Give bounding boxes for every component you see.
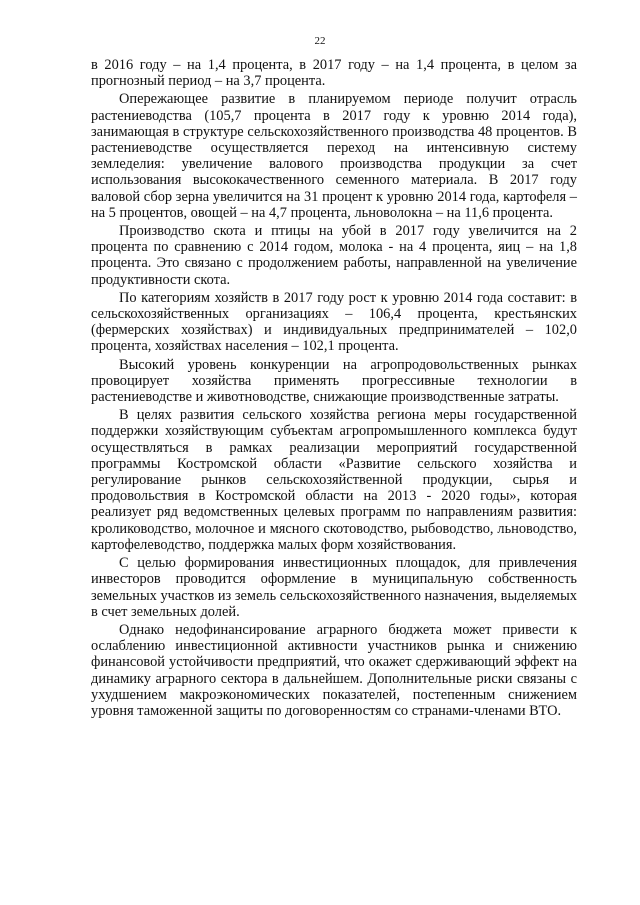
paragraph: В целях развития сельского хозяйства региона меры государственной поддержки хозяйствующим субъектам агропромышленного комплекса будут осуществляться в рамках реализации мероприятий государственной программы Костромской области «Развитие сельского хозяйства и регулирование рынков сельскохозяйственной продукции, сырья и продовольствия в Костромской области на 2013 - 2020 годы», которая реализует ряд ведомственных целевых программ по направлениям развития: кролиководство, молочное и мясного скотоводство, рыбоводство, льноводство, картофелеводство, поддержка малых форм хозяйствования. xyxy=(91,407,577,553)
body-text xyxy=(91,57,577,721)
paragraph: По категориям хозяйств в 2017 году рост к уровню 2014 года составит: в сельскохозяйственных организациях – 106,4 процента, крестьянских (фермерских хозяйствах) и индивидуальных предпринимателей – 102,0 процента, хозяйствах населения – 102,1 процента. xyxy=(91,289,577,355)
paragraph: С целью формирования инвестиционных площадок, для привлечения инвесторов проводится оформление в муниципальную собственность земельных участков из земель сельскохозяйственного назначения, выделяемых в счет земельных долей. xyxy=(91,555,577,620)
paragraph: Однако недофинансирование аграрного бюджета может привести к ослаблению инвестиционной активности участников рынка и снижению финансовой устойчивости предприятий, что окажет сдерживающий эффект на динамику аграрного сектора в дальнейшем. Дополнительные риски связаны с ухудшением макроэкономических показателей, постепенным снижением уровня таможенной защиты по договоренностям со странами-членами ВТО. xyxy=(91,621,577,719)
page-number: 22 xyxy=(314,35,326,47)
paragraph: Производство скота и птицы на убой в 2017 году увеличится на 2 процента по сравнению с 2014 годом, молока - на 4 процента, яиц – на 1,8 процента. Это связано с продолжением работы, направленной на увеличение продуктивности скота. xyxy=(91,223,577,288)
paragraph: в 2016 году – на 1,4 процента, в 2017 году – на 1,4 процента, в целом за прогнозный период – на 3,7 процента. xyxy=(91,57,577,90)
paragraph: Опережающее развитие в планируемом периоде получит отрасль растениеводства (105,7 процента в 2017 году к уровню 2014 года), занимающая в структуре сельскохозяйственного производства 48 процентов. В растениеводстве осуществляется переход на интенсивную систему земледелия: увеличение валового производства продукции за счет использования высококачественного семенного материала. В 2017 году валовой сбор зерна увеличится на 31 процент к уровню 2014 года, картофеля – на 5 процентов, овощей – на 4,7 процента, льноволокна – на 11,6 процента. xyxy=(91,91,577,221)
paragraph: Высокий уровень конкуренции на агропродовольственных рынках провоцирует хозяйства применять прогрессивные технологии в растениеводстве и животноводстве, снижающие производственные затраты. xyxy=(91,356,577,406)
